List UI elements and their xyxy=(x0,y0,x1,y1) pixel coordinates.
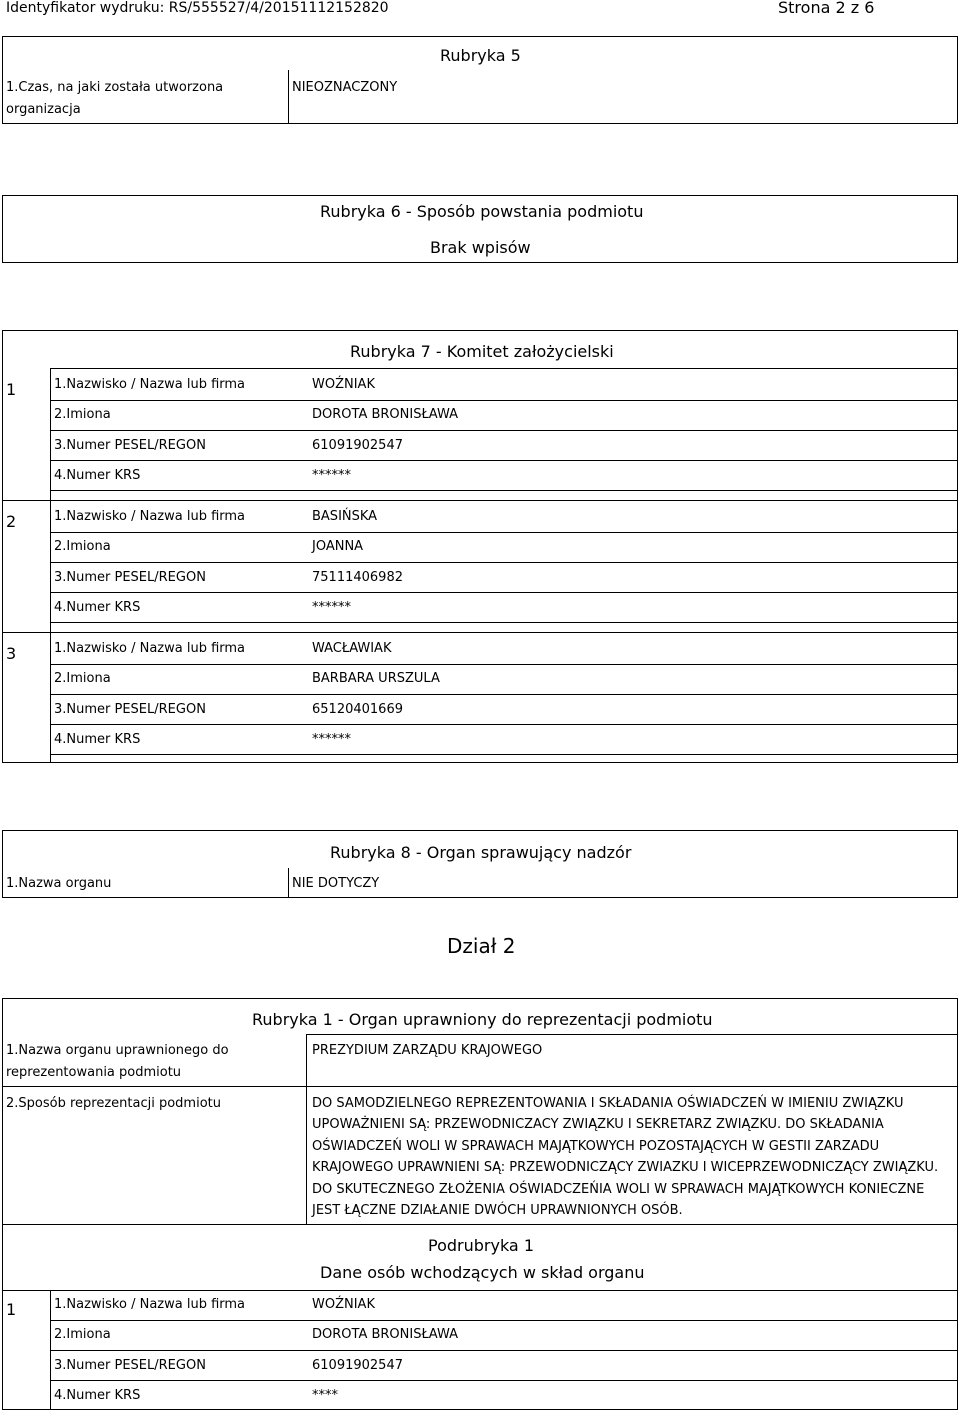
r7-entry-3-pesel-label: 3.Numer PESEL/REGON xyxy=(54,702,206,717)
rubryka-5-title: Rubryka 5 xyxy=(440,46,521,65)
rubryka-7-title: Rubryka 7 - Komitet założycielski xyxy=(350,342,614,361)
r7-entry-2-krs: ****** xyxy=(312,600,351,615)
dzial-heading: Dział 2 xyxy=(447,934,516,958)
r7-entry-3-name: WACŁAWIAK xyxy=(312,641,392,656)
podrubryka-subtitle: Dane osób wchodzących w skład organu xyxy=(320,1263,645,1282)
r7-entry-3-first: BARBARA URSZULA xyxy=(312,671,440,686)
rubryka-5-label-line2: organizacja xyxy=(6,102,81,117)
d2-person-name-label: 1.Nazwisko / Nazwa lub firma xyxy=(54,1297,246,1312)
d2r1-organ-label-line1: 1.Nazwa organu uprawnionego do xyxy=(6,1043,229,1058)
rubryka-8-label: 1.Nazwa organu xyxy=(6,876,112,891)
r7-entry-2-first: JOANNA xyxy=(312,539,364,554)
d2-person-name: WOŹNIAK xyxy=(312,1297,375,1312)
r7-entry-1-name-label: 1.Nazwisko / Nazwa lub firma xyxy=(54,377,246,392)
d2r1-method-line-2: UPOWAŻNIENI SĄ: PRZEWODNICZACY ZWIĄZKU I SEKRETARZ ZWIĄZKU. DO SKŁADANIA xyxy=(312,1117,884,1132)
rubryka-8-title: Rubryka 8 - Organ sprawujący nadzór xyxy=(330,843,632,862)
d2-rubryka-1-title: Rubryka 1 - Organ uprawniony do reprezentacji podmiotu xyxy=(252,1010,713,1029)
r7-entry-3-no: 3 xyxy=(6,644,17,663)
print-identifier: Identyfikator wydruku: RS/555527/4/20151112152820 xyxy=(6,0,389,16)
d2r1-organ-value: PREZYDIUM ZARZĄDU KRAJOWEGO xyxy=(312,1043,543,1058)
podrubryka-title: Podrubryka 1 xyxy=(428,1236,534,1255)
rubryka-6-title: Rubryka 6 - Sposób powstania podmiotu xyxy=(320,202,644,221)
rubryka-6-empty: Brak wpisów xyxy=(430,238,531,257)
r7-entry-1-name: WOŹNIAK xyxy=(312,377,375,392)
r7-entry-1-first-label: 2.Imiona xyxy=(54,407,111,422)
r7-entry-3-name-label: 1.Nazwisko / Nazwa lub firma xyxy=(54,641,246,656)
d2-person-first: DOROTA BRONISŁAWA xyxy=(312,1327,458,1342)
r7-entry-2-name-label: 1.Nazwisko / Nazwa lub firma xyxy=(54,509,246,524)
rubryka-5-label-line1: 1.Czas, na jaki została utworzona xyxy=(6,80,224,95)
rubryka-5-value: NIEOZNACZONY xyxy=(292,80,398,95)
d2r1-method-line-1: DO SAMODZIELNEGO REPREZENTOWANIA I SKŁADANIA OŚWIADCZEŃ W IMIENIU ZWIĄZKU xyxy=(312,1096,904,1111)
rubryka-8-value: NIE DOTYCZY xyxy=(292,876,380,891)
r7-entry-2-pesel: 75111406982 xyxy=(312,570,403,585)
r7-entry-2-krs-label: 4.Numer KRS xyxy=(54,600,141,615)
d2-person-first-label: 2.Imiona xyxy=(54,1327,111,1342)
r7-entry-1-pesel: 61091902547 xyxy=(312,438,403,453)
d2r1-method-line-4: KRAJOWEGO UPRAWNIENI SĄ: PRZEWODNICZĄCY ZWIAZKU I WICEPRZEWODNICZĄCY ZWIĄZKU. xyxy=(312,1160,939,1175)
r7-entry-2-name: BASIŃSKA xyxy=(312,509,378,524)
d2r1-method-line-3: OŚWIADCZEŃ WOLI W SPRAWACH MAJĄTKOWYCH POZOSTAJĄCYCH W GESTII ZARZADU xyxy=(312,1139,880,1154)
r7-entry-3-krs: ****** xyxy=(312,732,351,747)
r7-entry-3-pesel: 65120401669 xyxy=(312,702,403,717)
d2-person-pesel: 61091902547 xyxy=(312,1358,403,1373)
rubryka-7-box xyxy=(2,330,958,763)
page-number: Strona 2 z 6 xyxy=(778,0,875,17)
r7-entry-1-krs-label: 4.Numer KRS xyxy=(54,468,141,483)
r7-entry-2-first-label: 2.Imiona xyxy=(54,539,111,554)
r7-entry-1-pesel-label: 3.Numer PESEL/REGON xyxy=(54,438,206,453)
r7-entry-2-pesel-label: 3.Numer PESEL/REGON xyxy=(54,570,206,585)
r7-entry-1-krs: ****** xyxy=(312,468,351,483)
r7-entry-1-first: DOROTA BRONISŁAWA xyxy=(312,407,458,422)
r7-entry-2-no: 2 xyxy=(6,512,17,531)
r7-entry-3-krs-label: 4.Numer KRS xyxy=(54,732,141,747)
d2r1-organ-label-line2: reprezentowania podmiotu xyxy=(6,1065,182,1080)
d2-person-krs-label: 4.Numer KRS xyxy=(54,1388,141,1403)
d2-person-pesel-label: 3.Numer PESEL/REGON xyxy=(54,1358,206,1373)
d2r1-method-label: 2.Sposób reprezentacji podmiotu xyxy=(6,1096,221,1111)
d2-person-no: 1 xyxy=(6,1300,17,1319)
d2r1-method-line-5: DO SKUTECZNEGO ZŁOŻENIA OŚWIADCZEŃIA WOLI W SPRAWACH MAJĄTKOWYCH KONIECZNE xyxy=(312,1182,925,1197)
r7-entry-3-first-label: 2.Imiona xyxy=(54,671,111,686)
d2-person-krs: **** xyxy=(312,1388,338,1403)
rubryka-8-box xyxy=(2,830,958,898)
d2r1-method-line-6: JEST ŁĄCZNE DZIAŁANIE DWÓCH UPRAWNIONYCH OSÓB. xyxy=(312,1203,683,1218)
r7-entry-1-no: 1 xyxy=(6,380,17,399)
